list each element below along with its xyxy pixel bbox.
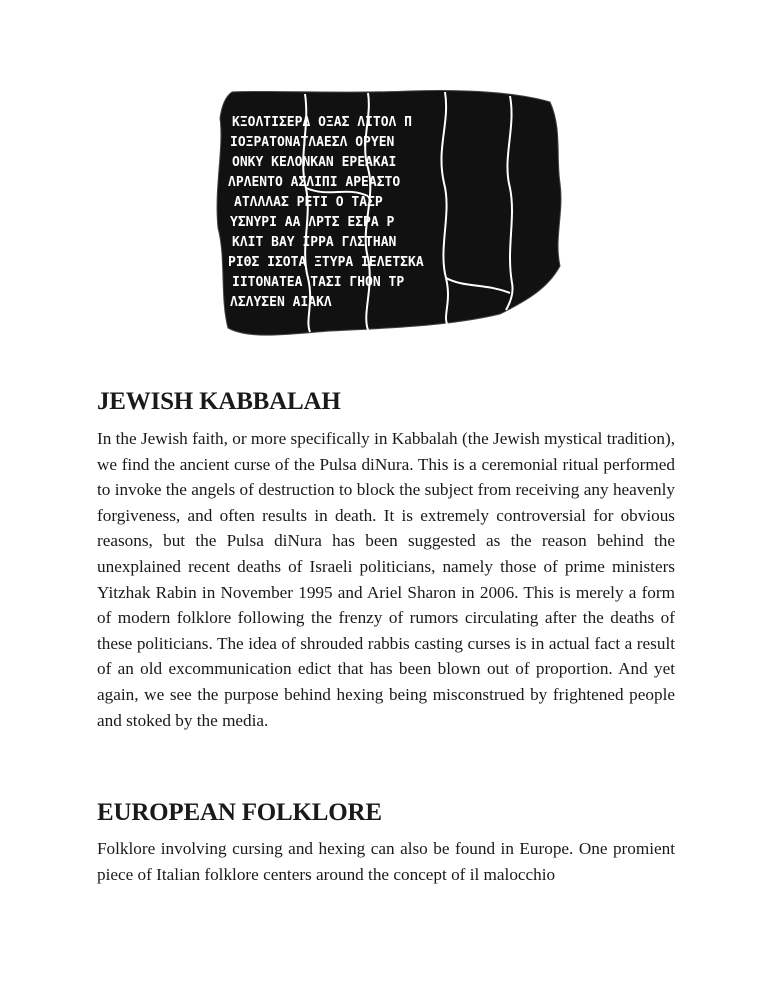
svg-text:ΚΛΙΤ ΒΑΥ ΙΡΡΑ ΓΛΣΤΗΑΝ: ΚΛΙΤ ΒΑΥ ΙΡΡΑ ΓΛΣΤΗΑΝ — [232, 235, 397, 250]
section-body-jewish-kabbalah: In the Jewish faith, or more specifically in Kabbalah (the Jewish mystical tradition), we find the ancient curse of the Pulsa diNura. This is a ceremonial ritual performed to invoke the angels of destruction to block the subject from receiving any heavenly forgiveness, and often results in death. It is extremely controversial for obvious reasons, but the Pulsa diNura has been suggested as the reason behind the unexplained recent deaths of Israeli politicians, namely those of prime ministers Yitzhak Rabin in November 1995 and Ariel Sharon in 2006. This is merely a form of modern folklore following the frenzy of rumors circulating after the deaths of these politicians. The idea of shrouded rabbis casting curses is in actual fact a result of an old excommunication edict that has been blown out of proportion. And yet again, we see the purpose behind hexing being misconstrued by frightened people and stoked by the media. — [97, 429, 675, 730]
svg-text:ΚΞΟΛΤΙΣΕΡΔ ΟΞΑΣ ΛΙΤΟΛ Π: ΚΞΟΛΤΙΣΕΡΔ ΟΞΑΣ ΛΙΤΟΛ Π — [232, 115, 413, 130]
section-heading-jewish-kabbalah: JEWISH KABBALAH — [97, 388, 341, 415]
section-body-european-folklore: Folklore involving cursing and hexing can also be found in Europe. One promient piece of Italian folklore centers around the concept of il malocchio — [97, 839, 675, 884]
svg-text:ΥΣΝΥΡΙ ΑΑ ΛΡΤΣ ΕΣΡΑ Ρ: ΥΣΝΥΡΙ ΑΑ ΛΡΤΣ ΕΣΡΑ Ρ — [230, 215, 395, 230]
section-heading-european-folklore: EUROPEAN FOLKLORE — [97, 799, 382, 826]
svg-text:ΡΙΘΣ ΙΣΟΤΑ ΞΤΥΡΑ ΙΕΛΕΤΣΚΑ: ΡΙΘΣ ΙΣΟΤΑ ΞΤΥΡΑ ΙΕΛΕΤΣΚΑ — [228, 255, 424, 270]
svg-text:ΟΝΚΥ ΚΕΛΟΝΚΑΝ ΕΡΕΑΚΑΙ: ΟΝΚΥ ΚΕΛΟΝΚΑΝ ΕΡΕΑΚΑΙ — [232, 155, 397, 170]
svg-text:ΙΙΤΟΝΑΤΕΑ ΤΑΣΙ ΓΗΟΝ ΤΡ: ΙΙΤΟΝΑΤΕΑ ΤΑΣΙ ΓΗΟΝ ΤΡ — [232, 275, 405, 290]
inscribed-tablet-image — [210, 88, 565, 343]
svg-text:ΑΤΛΛΛΑΣ ΡΕΤΙ Ο ΤΑΣΡ: ΑΤΛΛΛΑΣ ΡΕΤΙ Ο ΤΑΣΡ — [234, 195, 383, 210]
svg-text:ΛΡΛΕΝΤΟ ΑΣΛΙΠΙ ΑΡΕΑΣΤΟ: ΛΡΛΕΝΤΟ ΑΣΛΙΠΙ ΑΡΕΑΣΤΟ — [228, 175, 401, 190]
svg-text:ΙΟΞΡΑΤΟΝΑΤΛΑΕΣΛ ΟΡΥΕΝ: ΙΟΞΡΑΤΟΝΑΤΛΑΕΣΛ ΟΡΥΕΝ — [230, 135, 395, 150]
svg-text:ΛΣΛΥΣΕΝ ΑΙΑΚΛ: ΛΣΛΥΣΕΝ ΑΙΑΚΛ — [230, 295, 332, 310]
